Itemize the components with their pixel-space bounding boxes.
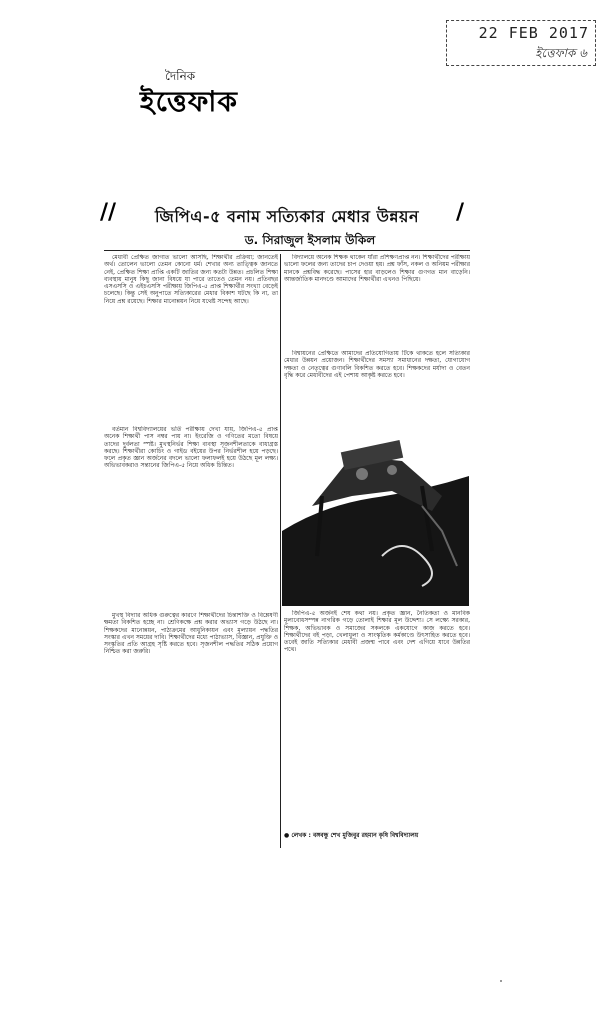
article-column-right-mid [284,350,470,432]
author-footnote: ● লেখক : বঙ্গবন্ধু শেখ মুজিবুর রহমান কৃষি বিশ্ববিদ্যালয় [284,832,419,839]
article-column-left-top [104,254,278,422]
article-byline: ড. সিরাজুল ইসলাম উকিল [244,233,376,247]
article-paragraph: মুখস্থ বিদ্যার অধিক গুরুত্বের কারণে শিক্ষার্থীদের চিন্তাশক্তি ও বিশ্লেষণী ক্ষমতা বিকশিত হচ্ছে না। শ্রেণিকক্ষে প্রশ্ন করার অভ্যাস গড়ে উঠছে না। শিক্ষকদের মানোন্নয়ন, পাঠ্যক্রমের আধুনিকায়ন এবং মূল্যায়ন পদ্ধতির সংস্কার এখন সময়ের দাবি। শিক্ষার্থীদের মধ্যে পাঠাভ্যাস, বিজ্ঞান, প্রযুক্তি ও সংস্কৃতির প্রতি আগ্রহ সৃষ্টি করতে হবে। সৃজনশীল পদ্ধতির সঠিক প্রয়োগ নিশ্চিত করা জরুরি। [104,612,278,656]
masthead-prefix: দৈনিক [165,69,196,83]
stamp-date: 22 FEB 2017 [478,24,589,42]
right-slash-mark: / [456,200,465,225]
article-column-left-bottom [104,612,278,848]
headline-rule [104,250,470,251]
article-headline: জিপিএ-৫ বনাম সত্যিকার মেধার উন্নয়ন [154,207,420,226]
article-paragraph: জিপিএ-৫ অর্জনই শেষ কথা নয়। প্রকৃত জ্ঞান, নৈতিকতা ও মানবিক মূল্যবোধসম্পন্ন নাগরিক গড়ে তোলাই শিক্ষার মূল উদ্দেশ্য। সে লক্ষ্যে সরকার, শিক্ষক, অভিভাবক ও সমাজের সকলকে একযোগে কাজ করতে হবে। শিক্ষার্থীদের বই পড়া, খেলাধুলা ও সাংস্কৃতিক কর্মকাণ্ডে উৎসাহিত করতে হবে। তবেই জাতি সত্যিকার মেধাবী প্রজন্ম পাবে এবং দেশ এগিয়ে যাবে উন্নতির পথে। [284,610,470,654]
article-column-right-bottom [284,610,470,826]
newspaper-clipping [100,200,478,855]
stamp-handwritten-note: ইত্তেফাক ৬ [535,46,587,60]
archive-date-stamp [446,20,596,66]
newspaper-masthead: ইত্তেফাক [140,85,239,118]
scan-speck [500,980,502,982]
article-paragraph: মেধাবী প্রেক্ষিত জাগাত ভালো আসছি, শিক্ষার্থীর প্রক্রিয়া; জানতেই অর্থ। তোলেন ভালো তেমন কোনো ধর্ম। শেখার অন্য তাত্ত্বিক জানতে নেই, প্রেক্ষিত শিক্ষা প্রাপ্তি একটি জাতির জন্য কতটা উন্নত। প্রচলিত শিক্ষা ব্যবস্থায় মানুষ কিছু জানা বিষয়ে যা পারে তাতেও তেমন নয়। প্রতিবছর এসএসসি ও এইচএসসি পরীক্ষায় জিপিএ-৫ প্রাপ্ত শিক্ষার্থীর সংখ্যা বেড়েই চলেছে। কিন্তু সেই অনুপাতে সত্যিকারের মেধার বিকাশ ঘটছে কি না, তা নিয়ে প্রশ্ন রয়েছে। শিক্ষার মানোন্নয়ন নিয়ে যথেষ্ট সন্দেহ আছে। [104,254,278,305]
article-photo [282,436,469,606]
article-paragraph: বিশ্বায়নের প্রেক্ষিতে আমাদের প্রতিযোগিতায় টিকে থাকতে হলে সত্যিকার মেধার উন্নয়ন প্রয়োজন। শিক্ষার্থীদের সমস্যা সমাধানের দক্ষতা, যোগাযোগ দক্ষতা ও নেতৃত্বের গুণাবলি বিকশিত করতে হবে। শিক্ষকদের মর্যাদা ও বেতন বৃদ্ধি করে মেধাবীদের এই পেশায় আকৃষ্ট করতে হবে। [284,350,470,379]
left-slash-mark: // [100,200,117,225]
article-paragraph: বর্তমান বিশ্ববিদ্যালয়ের ভর্তি পরীক্ষায় দেখা যায়, জিপিএ-৫ প্রাপ্ত অনেক শিক্ষার্থী পাস নম্বর পায় না। ইংরেজি ও গণিতের মতো বিষয়ে তাদের দুর্বলতা স্পষ্ট। মুখস্থনির্ভর শিক্ষা ব্যবস্থা সৃজনশীলতাকে বাধাগ্রস্ত করছে। শিক্ষার্থীরা কোচিং ও গাইড বইয়ের উপর নির্ভরশীল হয়ে পড়ছে। ফলে প্রকৃত জ্ঞান অর্জনের বদলে ভালো ফলাফলই হয়ে উঠছে মূল লক্ষ্য। অভিভাবকরাও সন্তানের জিপিএ-৫ নিয়ে অধিক চিন্তিত। [104,426,278,470]
column-divider [280,254,281,848]
article-paragraph: বিদ্যালয়ে অনেক শিক্ষক থাকেন যাঁরা প্রশিক্ষণপ্রাপ্ত নন। শিক্ষার্থীদের পরীক্ষায় ভালো ফলের জন্য তাদের চাপ দেওয়া হয়। প্রশ্ন ফাঁস, নকল ও অনিয়ম পরীক্ষার মানকে প্রশ্নবিদ্ধ করেছে। পাসের হার বাড়লেও শিক্ষার গুণগত মান বাড়েনি। আন্তর্জাতিক মানদণ্ডে আমাদের শিক্ষার্থীরা এখনও পিছিয়ে। [284,254,470,283]
article-column-left-mid [104,426,278,608]
article-column-right-top [284,254,470,346]
